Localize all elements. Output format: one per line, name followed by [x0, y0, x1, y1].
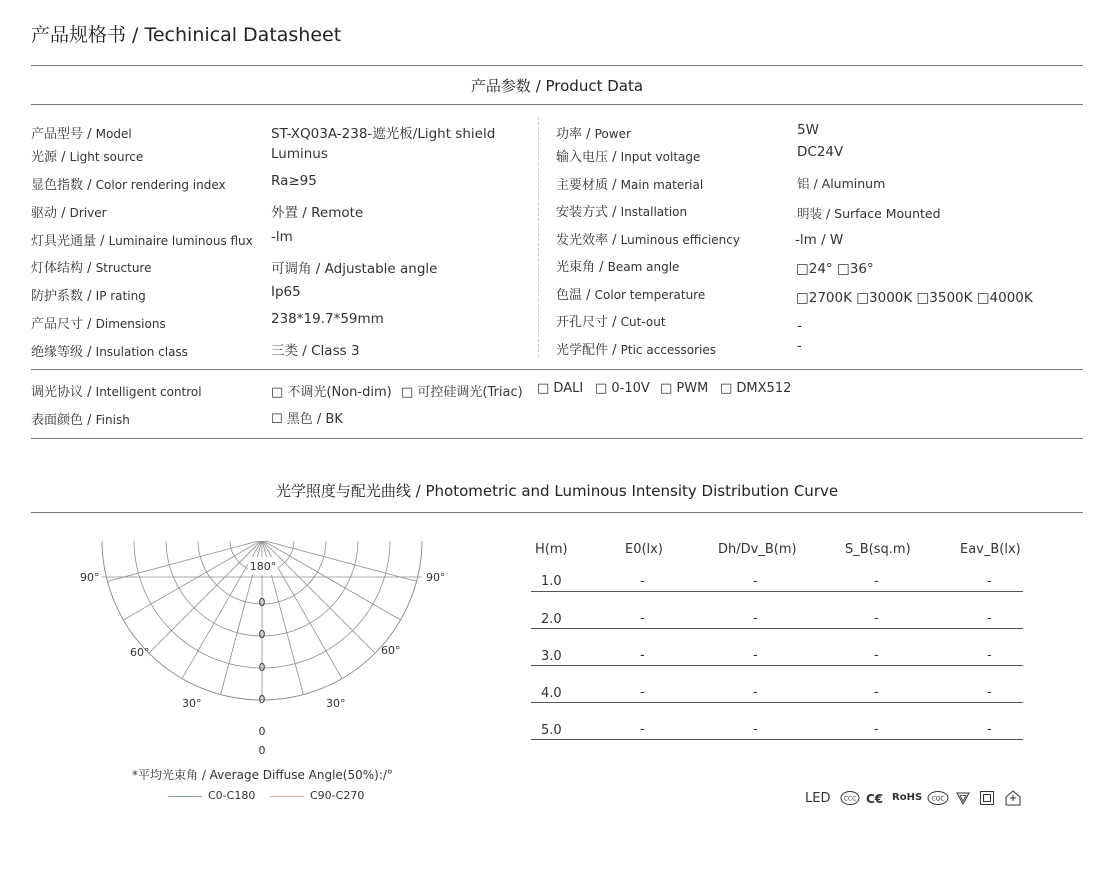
photometric-heading: 光学照度与配光曲线 / Photometric and Luminous Intensity Distribution Curve [275, 482, 839, 500]
spec-value: Luminus [271, 146, 328, 162]
spec-value: 铝 / Aluminum [797, 176, 886, 191]
table-cell: - [753, 574, 758, 589]
table-row-divider [531, 702, 1023, 703]
table-row-divider [531, 591, 1023, 592]
control-option-dmx512[interactable]: □ DMX512 [720, 381, 792, 396]
table-row-divider [531, 628, 1023, 629]
spec-label: 灯具光通量 / Luminaire luminous flux [31, 234, 253, 249]
column-divider [538, 117, 539, 357]
spec-label: 绝缘等级 / Insulation class [31, 345, 188, 360]
table-cell: - [640, 574, 645, 589]
control-option-dali[interactable]: □ DALI [537, 381, 584, 396]
table-cell: - [753, 611, 758, 626]
control-option-0-10v[interactable]: □ 0-10V [595, 381, 650, 396]
cqc-icon [927, 790, 949, 806]
finish-option-black[interactable]: ☐ 黑色 / BK [271, 412, 343, 427]
rohs-icon: RoHS [892, 792, 923, 803]
beam-angle-options[interactable]: □24° □36° [796, 261, 874, 277]
table-cell: - [640, 648, 645, 663]
divider [31, 512, 1083, 513]
spec-label: 功率 / Power [556, 127, 631, 142]
control-label: 调光协议 / Intelligent control [31, 385, 202, 400]
table-cell: - [987, 722, 992, 737]
ce-icon [866, 790, 886, 806]
radial-value-label: 0 [258, 628, 266, 641]
spec-label: 产品尺寸 / Dimensions [31, 317, 166, 332]
table-cell: - [874, 611, 879, 626]
spec-label: 光学配件 / Ptic accessories [556, 343, 717, 358]
beam-angle-note: *平均光束角 / Average Diffuse Angle(50%):/° [132, 768, 393, 782]
spec-label: 开孔尺寸 / Cut-out [556, 315, 666, 330]
table-cell: - [753, 685, 758, 700]
table-cell: - [987, 611, 992, 626]
led-mark: LED [805, 791, 831, 806]
spec-label: 色温 / Color temperature [556, 288, 706, 303]
table-cell: - [874, 685, 879, 700]
spec-value: 5W [797, 122, 819, 138]
polar-spoke [262, 540, 401, 620]
spec-value: -lm [271, 229, 293, 245]
table-header: S_B(sq.m) [845, 542, 911, 557]
spec-label: 光束角 / Beam angle [556, 260, 680, 275]
table-cell: - [753, 722, 758, 737]
legend-swatch [168, 796, 202, 797]
polar-spoke [123, 540, 262, 620]
spec-label: 驱动 / Driver [31, 206, 107, 221]
polar-spoke [149, 540, 262, 653]
spec-value: ST-XQ03A-238-遮光板/Light shield [271, 126, 496, 142]
control-option-pwm[interactable]: □ PWM [660, 381, 709, 396]
class-ii-icon [979, 790, 995, 806]
angle-label-60-left: 60° [130, 646, 150, 659]
table-cell: - [874, 722, 879, 737]
table-header: Eav_B(lx) [960, 542, 1021, 557]
color-temperature-options[interactable]: □2700K □3000K □3500K □4000K [796, 290, 1033, 306]
table-cell: - [874, 574, 879, 589]
table-row-divider [531, 739, 1023, 740]
spec-value: 三类 / Class 3 [271, 343, 360, 359]
angle-label-90-right: 90° [426, 571, 446, 584]
table-header: H(m) [535, 542, 568, 557]
page-title: 产品规格书 / Techinical Datasheet [31, 24, 342, 46]
table-cell: 2.0 [541, 612, 562, 627]
table-cell: - [640, 722, 645, 737]
spec-value: 外置 / Remote [271, 205, 364, 221]
polar-spoke [262, 540, 375, 653]
spec-value: 明装 / Surface Mounted [797, 206, 941, 221]
table-cell: - [640, 685, 645, 700]
spec-value: DC24V [797, 144, 844, 160]
control-option-non-dim[interactable]: □ 不调光(Non-dim) [271, 385, 392, 400]
spec-label: 主要材质 / Main material [556, 178, 704, 193]
spec-value: Ip65 [271, 284, 301, 300]
divider [31, 438, 1083, 439]
angle-label-30-right: 30° [326, 697, 346, 710]
spec-label: 灯体结构 / Structure [31, 261, 152, 276]
spec-label: 防护系数 / IP rating [31, 289, 146, 304]
spec-value: 可调角 / Adjustable angle [271, 261, 438, 277]
ccc-icon [840, 790, 860, 806]
angle-label-30-left: 30° [182, 697, 202, 710]
polar-spoke [108, 540, 263, 581]
table-cell: 3.0 [541, 649, 562, 664]
table-header: Dh/Dv_B(m) [718, 542, 797, 557]
table-cell: - [874, 648, 879, 663]
control-option-triac[interactable]: □ 可控硅调光(Triac) [401, 385, 523, 400]
table-cell: - [987, 574, 992, 589]
class-iii-icon [955, 790, 971, 806]
product-data-heading: 产品参数 / Product Data [470, 77, 644, 95]
finish-label: 表面颜色 / Finish [31, 413, 130, 428]
radial-value-label: 0 [258, 661, 266, 674]
divider [31, 65, 1083, 66]
spec-label: 光源 / Light source [31, 150, 144, 165]
spec-value: 238*19.7*59mm [271, 311, 384, 327]
table-cell: - [753, 648, 758, 663]
spec-label: 发光效率 / Luminous efficiency [556, 233, 740, 248]
table-row-divider [531, 665, 1023, 666]
svg-text:C€: C€ [866, 792, 884, 806]
spec-label: 显色指数 / Color rendering index [31, 178, 226, 193]
legend-c90-c270: C90-C270 [270, 789, 364, 802]
spec-value: - [797, 338, 802, 354]
radial-value-label: 0 [258, 725, 266, 738]
table-cell: 4.0 [541, 686, 562, 701]
table-header: E0(lx) [625, 542, 663, 557]
radial-value-label: 0 [258, 596, 266, 609]
spec-label: 产品型号 / Model [31, 127, 132, 142]
ip-indoor-icon [1003, 789, 1023, 807]
spec-value: - [797, 318, 802, 334]
table-cell: - [987, 685, 992, 700]
spec-value: Ra≥95 [271, 173, 317, 189]
spec-label: 安装方式 / Installation [556, 205, 688, 220]
svg-text:CCC: CCC [843, 795, 857, 803]
divider [31, 104, 1083, 105]
table-cell: - [987, 648, 992, 663]
angle-label-90-left: 90° [80, 571, 100, 584]
table-cell: 1.0 [541, 574, 562, 589]
angle-label-60-right: 60° [381, 644, 401, 657]
legend-swatch [270, 796, 304, 797]
angle-label-180: 180° [249, 560, 277, 573]
polar-intensity-diagram [70, 540, 460, 765]
table-cell: - [640, 611, 645, 626]
radial-value-label: 0 [258, 744, 266, 757]
divider [31, 369, 1083, 370]
radial-value-label: 0 [258, 693, 266, 706]
polar-spoke [262, 540, 417, 581]
spec-value: -lm / W [795, 232, 844, 248]
svg-text:CQC: CQC [931, 795, 945, 803]
table-cell: 5.0 [541, 723, 562, 738]
legend-c0-c180: C0-C180 [168, 789, 255, 802]
spec-label: 输入电压 / Input voltage [556, 150, 701, 165]
